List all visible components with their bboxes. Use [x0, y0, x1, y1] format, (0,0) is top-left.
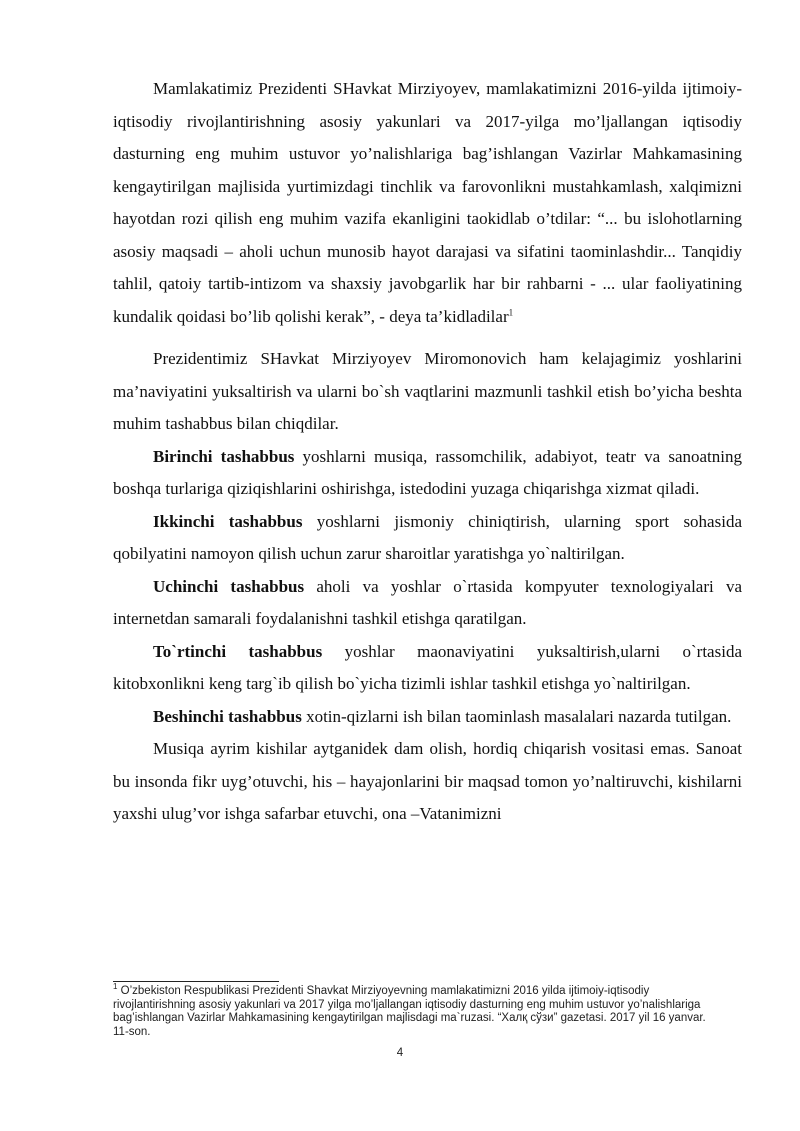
paragraph-2: Prezidentimiz SHavkat Mirziyoyev Miromonovich ham kelajagimiz yoshlarini ma’naviyatini yuksaltirish va ularni bo`sh vaqtlarini mazmunli tashkil etish bo’yicha beshta muhim tashabbus bilan chiqdilar.: [113, 349, 742, 433]
paragraph-music: Musiqa ayrim kishilar aytganidek dam olish, hordiq chiqarish vositasi emas. Sanoat bu insonda fikr uyg’otuvchi, his – hayajonlarini bir maqsad tomon yo’naltiruvchi, kishilarni yaxshi ulug’vor ishga safarbar etuvchi, ona –Vatanimizni: [113, 739, 742, 823]
paragraph-initiative-4: To`rtinchi tashabbus yoshlar maonaviyatini yuksaltirish,ularni o`rtasida kitobxonlikni keng targ`ib qilish bo`yicha tizimli ishlar tashkil etishga yo`naltirilgan.: [113, 641, 742, 693]
footnote-separator: [113, 981, 279, 982]
page-number: 4: [396, 1047, 404, 1059]
initiative-2-lead: Ikkinchi tashabbus: [153, 511, 303, 531]
footnote-reference: 1: [508, 306, 514, 317]
footnote-number: 1: [113, 982, 118, 992]
body-text: [113, 73, 742, 831]
initiative-3-lead: Uchinchi tashabbus: [153, 576, 305, 596]
initiative-4-lead: To`rtinchi tashabbus: [153, 641, 323, 661]
initiative-5-lead: Beshinchi tashabbus: [153, 706, 302, 726]
paragraph-1: Mamlakatimiz Prezidenti SHavkat Mirziyoyev, mamlakatimizni 2016-yilda ijtimoiy-iqtisodiy rivojlantirishning asosiy yakunlari va 2017-yilga mo’ljallangan iqtisodiy dasturning eng muhim ustuvor yo’nalishlariga bag’ishlangan Vazirlar Mahkamasining kengaytirilgan majlisida yurtimizdagi tinchlik va farovonlikni mustahkamlash, xalqimizni hayotdan rozi qilish eng muhim vazifa ekanligini taokidlab o’tdilar: “... bu islohotlarning asosiy maqsadi – aholi uchun munosib hayot darajasi va sifatini taominlashdir... Tanqidiy tahlil, qatoiy tartib-intizom va shaxsiy javobgarlik har bir rahbarni - ... ular faoliyatining kundalik qoidasi bo’lib qolishi kerak”, - deya ta’kidladilar$^1$: [113, 79, 742, 326]
footnote-text: O’zbekiston Respublikasi Prezidenti Shavkat Mirziyoyevning mamlakatimizni 2016 yilda ijtimoiy-iqtisodiy rivojlantirishning asosiy yakunlari va 2017 yilga mo’ljallangan iqtisodiy dasturning eng muhim ustuvor yo’nalishlariga bag’ishlangan Vazirlar Mahkamasining kengaytirilgan majlisdagi ma`ruzasi. “Халқ сўзи” gazetasi. 2017 yil 16 yanvar. 11-son.: [113, 985, 706, 1038]
footnote: [113, 982, 723, 1039]
paragraph-initiative-3: Uchinchi tashabbus aholi va yoshlar o`rtasida kompyuter texnologiyalari va internetdan samarali foydalanishni tashkil etishga qaratilgan.: [113, 576, 743, 628]
paragraph-initiative-1: Birinchi tashabbus yoshlarni musiqa, rassomchilik, adabiyot, teatr va sanoatning boshqa turlariga qiziqishlarini oshirishga, istedodini yuzaga chiqarishga xizmat qiladi.: [113, 446, 742, 498]
initiative-1-lead: Birinchi tashabbus: [153, 446, 295, 466]
paragraph-initiative-2: Ikkinchi tashabbus yoshlarni jismoniy chiniqtirish, ularning sport sohasida qobilyatini namoyon qilish uchun zarur sharoitlar yaratishga yo`naltirilgan.: [113, 511, 742, 563]
paragraph-initiative-5: Beshinchi tashabbus xotin-qizlarni ish bilan taominlash masalalari nazarda tutilgan.: [153, 706, 732, 726]
